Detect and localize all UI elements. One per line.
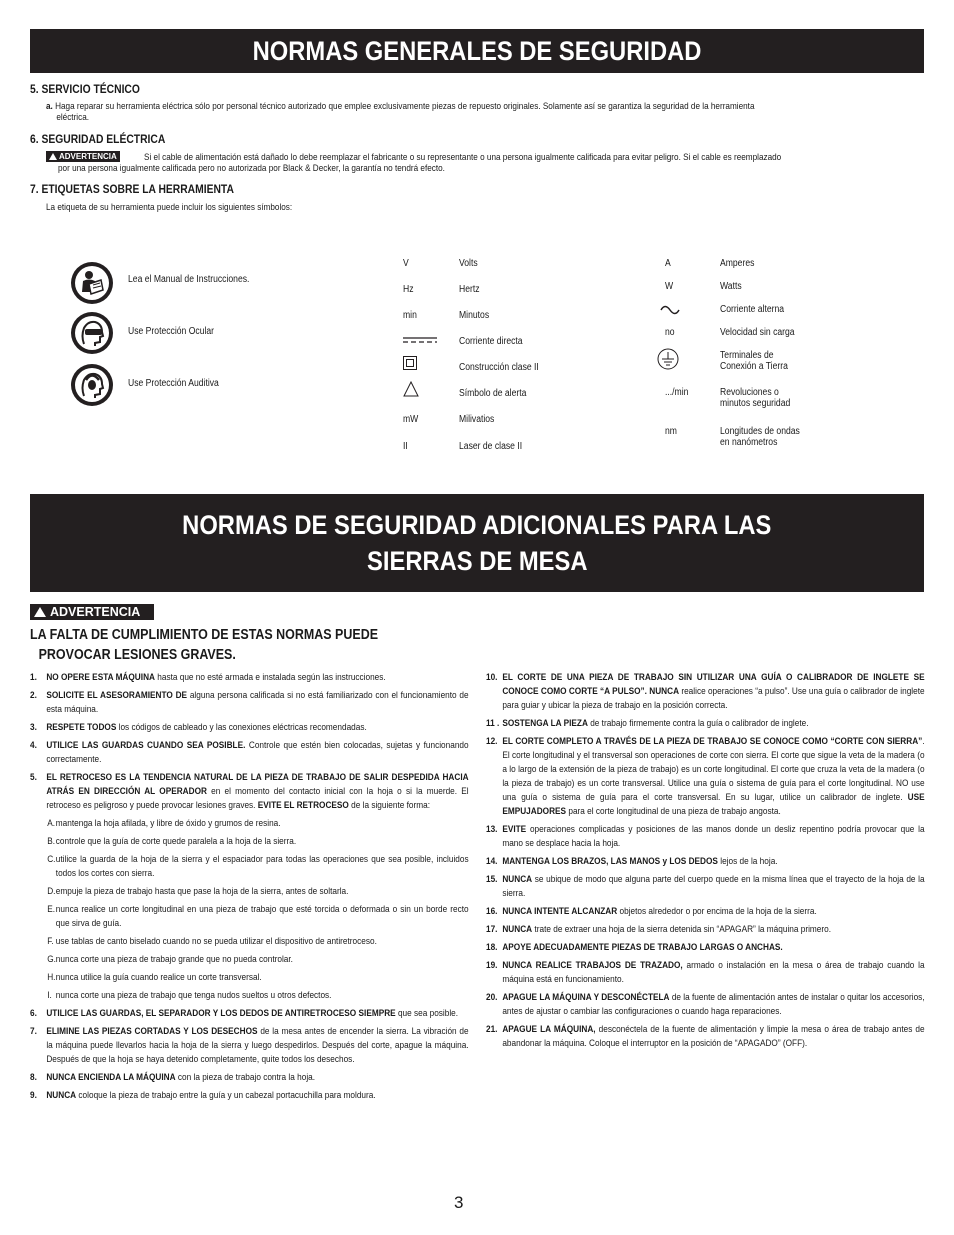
symbol-desc-text: Milivatios — [459, 414, 495, 425]
warning-line-1: LA FALTA DE CUMPLIMIENTO DE ESTAS NORMAS PUEDE — [30, 627, 379, 643]
symbol-desc — [459, 284, 483, 295]
rule-item — [486, 855, 925, 869]
banner-title: NORMAS GENERALES DE SEGURIDAD — [252, 35, 702, 66]
section-7-title: 7. ETIQUETAS SOBRE LA HERRAMIENTA — [30, 182, 234, 196]
symbol-desc-text: Terminales de — [720, 350, 774, 361]
symbol-desc-text: Longitudes de ondas — [720, 426, 800, 437]
rule-bold-text: EL CORTE COMPLETO A TRAVÉS DE LA PIEZA DE TRABAJO SE CONOCE COMO “CORTE CON SIERRA” — [502, 736, 923, 747]
section-6-text-cont: por una persona igualmente calificada pero no autorizada por Black & Decker, la garantía no tendrá efecto. — [58, 163, 445, 174]
icon-label-ear — [128, 378, 234, 389]
icon-label-manual — [128, 274, 269, 285]
symbol-minutes — [403, 310, 419, 321]
right-column-rules — [486, 671, 954, 1055]
rule-item — [486, 873, 925, 901]
symbol-laser-class — [403, 441, 409, 452]
rule-bold-text: NUNCA ENCIENDA LA MÁQUINA — [46, 1072, 176, 1083]
sub-rule-text: empuje la pieza de trabajo hasta que pase la hoja de la sierra, antes de soltarla. — [55, 886, 349, 897]
symbol-desc — [459, 362, 552, 373]
rule-body-text: realice operaciones “a pulso”. Use una guía o calibrador de inglete para guiar y ubicar la pieza de trabajo en la posición correcta. — [502, 686, 925, 711]
rule-text — [46, 771, 468, 813]
rule-item — [486, 941, 925, 955]
sub-rule-text: utilice la guarda de la hoja de la sierra y el espaciador para todas las operaciones que sea posible, incluidos todos los cortes con sierra. — [55, 854, 469, 879]
symbol-desc — [720, 327, 807, 338]
warning-heading — [30, 625, 510, 665]
symbol-desc — [720, 281, 745, 292]
rule-item — [486, 905, 925, 919]
icon-label-text: Lea el Manual de Instrucciones. — [128, 274, 250, 285]
rule-body-text: de la siguiente forma: — [348, 800, 431, 811]
rule-bold-text: NUNCA — [502, 874, 533, 885]
rule-number: 17. — [486, 924, 498, 935]
section-7-text: La etiqueta de su herramienta puede incluir los siguientes símbolos: — [46, 202, 293, 213]
rule-bold-text: USE EMPUJADORES — [502, 792, 925, 817]
rule-text — [46, 1007, 468, 1021]
rule-body-text: los códigos de cableado y las conexiones eléctricas recomendadas. — [116, 722, 367, 733]
sub-rule-item — [47, 935, 468, 949]
sub-rule-text: nunca realice un corte longitudinal en una pieza de trabajo que esté torcida o deformada o sin un borde recto que sirva de guía. — [55, 904, 469, 929]
rule-bold-text: UTILICE LAS GUARDAS, EL SEPARADOR Y LOS DEDOS DE ANTIRETROCESO SIEMPRE — [46, 1008, 396, 1019]
rule-item — [30, 721, 469, 735]
sub-rule-item — [47, 853, 468, 881]
symbol-desc — [459, 414, 500, 425]
rule-item — [486, 959, 925, 987]
rule-item — [30, 1089, 469, 1103]
symbol-desc-text: Amperes — [720, 258, 755, 269]
symbol-desc-text: Velocidad sin carga — [720, 327, 795, 338]
symbol-desc-text: Corriente directa — [459, 336, 523, 347]
rule-body-text: para el corte longitudinal de una pieza de trabajo angosta. — [566, 806, 781, 817]
symbol-desc-text: Watts — [720, 281, 742, 292]
rule-text — [502, 923, 924, 937]
rule-item — [30, 671, 469, 685]
rule-bold-text: MANTENGA LOS BRAZOS, LAS MANOS y LOS DEDOS — [502, 856, 718, 867]
rule-text — [46, 1071, 468, 1085]
rule-body-text: alguna persona calificada si no está familiarizado con el funcionamiento de esta máquina. — [46, 690, 469, 715]
earth-ground-icon — [657, 348, 679, 373]
section-6-body — [144, 152, 954, 163]
section-6-body-cont — [58, 163, 954, 174]
rule-item — [30, 771, 469, 813]
rule-bold-text: EVITE — [502, 824, 527, 835]
rule-bold-text: NO OPERE ESTA MÁQUINA — [46, 672, 155, 683]
symbol-desc — [459, 258, 481, 269]
read-manual-icon — [71, 262, 113, 304]
warning-line-2: PROVOCAR LESIONES GRAVES. — [38, 647, 236, 663]
rule-text — [502, 941, 924, 955]
rule-text — [46, 689, 468, 717]
symbol-desc-text: minutos seguridad — [720, 398, 791, 409]
warning-badge-large — [30, 604, 154, 620]
icon-label-eye — [128, 326, 228, 337]
rule-bold-text: UTILICE LAS GUARDAS CUANDO SEA POSIBLE. — [46, 740, 246, 751]
rule-body-text: . El corte longitudinal y el transversal son operaciones de corte con sierra. El corte que sigue la veta de la madera (o a lo largo de la extensión de la pieza de trabajo) es un corte longitudinal. El corte que cruza la veta de la madera (o la pieza de trabajo) es un corte transversal. Utilice una guía o sistema de guía para el corte longitudinal. NO use una guía o sistema de guía para el corte transversal. En su lugar, utilice un calibrador de inglete. — [502, 736, 925, 803]
class-ii-construction-icon — [403, 356, 417, 373]
rule-bold-text: NUNCA — [502, 924, 533, 935]
symbol-code: W — [665, 281, 674, 292]
rule-number: 7. — [30, 1026, 37, 1037]
rule-bold-text: ELIMINE LAS PIEZAS CORTADAS Y LOS DESECHOS — [46, 1026, 258, 1037]
symbol-hertz — [403, 284, 415, 295]
rule-text — [502, 717, 924, 731]
symbol-desc-text: Minutos — [459, 310, 490, 321]
sub-rule-text: nunca utilice la guía cuando realice un corte transversal. — [55, 972, 262, 983]
rule-number: 4. — [30, 740, 37, 751]
rule-bold-text: NUNCA REALICE TRABAJOS DE TRAZADO, — [502, 960, 683, 971]
warning-badge-label: ADVERTENCIA — [59, 152, 117, 161]
section-banner-general — [30, 29, 924, 73]
symbol-code: min — [403, 310, 417, 321]
rule-bold-text: APAGUE LA MÁQUINA, — [502, 1024, 596, 1035]
eye-protection-icon — [71, 312, 113, 354]
rule-bold-text: APAGUE LA MÁQUINA Y DESCONÉCTELA — [502, 992, 670, 1003]
rule-text — [502, 991, 924, 1019]
banner-title-line2: SIERRAS DE MESA — [366, 546, 588, 576]
rule-bold-text: SOLICITE EL ASESORAMIENTO DE — [46, 690, 188, 701]
symbol-no-load-speed — [665, 327, 676, 338]
icon-label-text: Use Protección Auditiva — [128, 378, 219, 389]
rule-body-text: Controle que estén bien colocadas, sujetas y funcionando correctamente. — [46, 740, 469, 765]
section-5-text-cont: eléctrica. — [56, 112, 90, 123]
sub-rule-letter: I. — [47, 990, 52, 1001]
rule-number: 1. — [30, 672, 37, 683]
symbol-desc-text: en nanómetros — [720, 437, 778, 448]
sub-rule-item — [47, 885, 468, 899]
rule-body-text: en el momento del contacto inicial con la hoja o si la muerde. El retroceso es peligroso y puede provocar lesiones graves. — [46, 786, 469, 811]
section-6-title: 6. SEGURIDAD ELÉCTRICA — [30, 132, 166, 146]
sub-rule-item — [47, 817, 468, 831]
rule-body-text: lejos de la hoja. — [717, 856, 778, 867]
rule-text — [502, 873, 924, 901]
rule-text — [46, 739, 468, 767]
alert-triangle-icon — [403, 381, 419, 400]
rule-item — [486, 823, 925, 851]
section-6-heading — [30, 132, 187, 146]
section-6-text: Si el cable de alimentación está dañado lo debe reemplazar el fabricante o su representante o una persona igualmente calificada para evitar peligro. Si el cable es reemplazado — [144, 152, 782, 163]
rule-item — [30, 689, 469, 717]
rule-body-text: coloque la pieza de trabajo entre la guía y un cabezal portacuchilla para moldura. — [76, 1090, 376, 1101]
rule-bold-text: RESPETE TODOS — [46, 722, 117, 733]
rule-text — [502, 855, 924, 869]
sub-rule-letter: F. — [47, 936, 54, 947]
section-7-body — [46, 202, 646, 213]
symbol-milliwatts — [403, 414, 421, 425]
warning-badge-label: ADVERTENCIA — [50, 605, 141, 619]
icon-label-text: Use Protección Ocular — [128, 326, 215, 337]
symbol-desc — [720, 258, 760, 269]
rule-number: 15. — [486, 874, 498, 885]
rule-number: 11 . — [486, 718, 500, 729]
banner-title-line1: NORMAS DE SEGURIDAD ADICIONALES PARA LAS — [182, 510, 772, 540]
rule-text — [502, 959, 924, 987]
rule-item — [486, 923, 925, 937]
rule-number: 2. — [30, 690, 37, 701]
rule-text — [502, 905, 924, 919]
sub-rule-text: nunca corte una pieza de trabajo grande que no pueda controlar. — [55, 954, 293, 965]
rule-body-text: armado o instalación en la mesa o área de trabajo cuando la máquina está en funcionamiento. — [502, 960, 925, 985]
rule-bold-text: EL RETROCESO ES LA TENDENCIA NATURAL DE LA PIEZA DE TRABAJO DE SALIR DESPEDIDA HACIA ATRÁS EN DIRECCIÓN AL OPERADOR — [46, 772, 469, 797]
symbol-amperes — [665, 258, 672, 269]
sub-rule-item — [47, 903, 468, 931]
sub-rule-item — [47, 971, 468, 985]
symbol-desc-text: Hertz — [459, 284, 480, 295]
section-7-heading — [30, 182, 267, 196]
sub-rule-text: use tablas de canto biselado cuando no se pueda utilizar el dispositivo de antiretroceso. — [55, 936, 377, 947]
rule-item — [486, 717, 925, 731]
symbol-desc-text: Laser de clase II — [459, 441, 523, 452]
rule-body-text: desconéctela de la fuente de alimentación y limpie la mesa o área de trabajo antes de abandonar la máquina. Coloque el interruptor en la posición de “APAGADO” (OFF). — [502, 1024, 925, 1049]
rule-number: 13. — [486, 824, 498, 835]
sub-rule-letter: E. — [47, 904, 56, 915]
symbol-desc-text: Volts — [459, 258, 478, 269]
symbol-desc — [459, 310, 494, 321]
rule-item — [486, 671, 925, 713]
rule-item — [30, 1025, 469, 1067]
rule-number: 6. — [30, 1008, 37, 1019]
rule-body-text: que sea posible. — [395, 1008, 459, 1019]
rule-body-text: con la pieza de trabajo contra la hoja. — [175, 1072, 316, 1083]
alternating-current-icon — [660, 305, 680, 318]
section-5-text: Haga reparar su herramienta eléctrica sólo por personal técnico autorizado que emplee exclusivamente piezas de repuesto originales. Solamente así se garantiza la seguridad de la herramienta — [55, 101, 755, 112]
rule-number: 18. — [486, 942, 498, 953]
warning-badge-small — [46, 151, 120, 162]
section-5-title: 5. SERVICIO TÉCNICO — [30, 82, 140, 96]
sub-rule-letter: C. — [47, 854, 56, 865]
rule-number: 12. — [486, 736, 498, 747]
symbol-desc — [720, 350, 799, 372]
rule-text — [46, 1025, 468, 1067]
symbol-code: nm — [665, 426, 677, 437]
rule-number: 3. — [30, 722, 37, 733]
symbol-code: Hz — [403, 284, 414, 295]
symbol-desc — [720, 387, 802, 409]
symbol-nanometers — [665, 426, 679, 437]
symbol-desc-text: Revoluciones o — [720, 387, 779, 398]
symbol-desc-text: Conexión a Tierra — [720, 361, 788, 372]
rule-text — [502, 735, 924, 819]
sub-rule-letter: A. — [47, 818, 56, 829]
symbol-rpm — [665, 387, 692, 398]
rule-number: 16. — [486, 906, 498, 917]
rule-bold-text: NUNCA — [46, 1090, 77, 1101]
section-5-body — [46, 101, 954, 123]
page-number: 3 — [454, 1193, 464, 1212]
sub-rule-letter: D. — [47, 886, 56, 897]
sub-rule-item — [47, 989, 468, 1003]
rule-number: 20. — [486, 992, 498, 1003]
sub-rule-text: nunca corte una pieza de trabajo que tenga nudos sueltos u otros defectos. — [55, 990, 332, 1001]
rule-number: 10. — [486, 672, 498, 683]
sub-rule-letter: H. — [47, 972, 56, 983]
rule-bold-text: EL CORTE DE UNA PIEZA DE TRABAJO SIN UTILIZAR UNA GUÍA O CALIBRADOR DE INGLETE SE CONOCE COMO CORTE “A PULSO”. NUNCA — [502, 672, 925, 697]
direct-current-icon — [403, 336, 437, 347]
item-label: a. — [46, 101, 53, 112]
rule-item — [30, 739, 469, 767]
rule-body-text: trate de extraer una hoja de la sierra detenida sin “APAGAR” la máquina primero. — [532, 924, 832, 935]
section-5-heading — [30, 82, 158, 96]
rule-body-text: operaciones complicadas y posiciones de las manos donde un desliz repentino podría provocar que la mano se desplace hacia la hoja. — [502, 824, 925, 849]
rule-bold-text: EVITE EL RETROCESO — [257, 800, 349, 811]
rule-item — [486, 735, 925, 819]
symbol-code: II — [403, 441, 408, 452]
rule-text — [502, 1023, 924, 1051]
rule-body-text: hasta que no esté armada e instalada según las instrucciones. — [154, 672, 386, 683]
rule-body-text: objetos alrededor o por encima de la hoja de la sierra. — [617, 906, 817, 917]
rule-text — [502, 671, 924, 713]
symbol-desc-text: Construcción clase II — [459, 362, 539, 373]
rule-text — [46, 1089, 468, 1103]
sub-rule-text: controle que la guía de corte quede paralela a la hoja de la sierra. — [55, 836, 297, 847]
rule-number: 19. — [486, 960, 498, 971]
rule-item — [30, 1071, 469, 1085]
sub-rule-item — [47, 953, 468, 967]
rule-number: 5. — [30, 772, 37, 783]
symbol-code: A — [665, 258, 671, 269]
rule-bold-text: APOYE ADECUADAMENTE PIEZAS DE TRABAJO LARGAS O ANCHAS. — [502, 942, 783, 953]
rule-text — [46, 721, 468, 735]
symbol-watts — [665, 281, 674, 292]
symbol-desc — [720, 304, 794, 315]
rule-body-text: de la mesa antes de encender la sierra. La vibración de la máquina puede llevarlos hacia la hoja de la sierra y luego despedirlos. Después del corte, apague la máquina. Después de que la hoja se haya detenido completamente, quite todos los desechos. — [46, 1026, 469, 1065]
rule-body-text: de trabajo firmemente contra la guía o calibrador de inglete. — [587, 718, 809, 729]
left-column-rules — [30, 671, 540, 1107]
rule-text — [502, 823, 924, 851]
sub-rule-item — [47, 835, 468, 849]
sub-rule-letter: G. — [47, 954, 56, 965]
rule-number: 9. — [30, 1090, 37, 1101]
symbol-code: no — [665, 327, 675, 338]
symbol-code: mW — [403, 414, 419, 425]
section-banner-table-saw — [30, 494, 924, 592]
rule-number: 21. — [486, 1024, 498, 1035]
rule-item — [486, 991, 925, 1019]
symbol-desc-text: Símbolo de alerta — [459, 388, 527, 399]
symbol-desc — [459, 441, 532, 452]
symbol-desc — [459, 388, 537, 399]
symbol-desc — [720, 426, 813, 448]
rule-bold-text: NUNCA INTENTE ALCANZAR — [502, 906, 618, 917]
symbol-code: V — [403, 258, 409, 269]
rule-body-text: de la fuente de alimentación antes de instalar o quitar los accesorios, antes de ajustar o cambiar las configuraciones o cuando haga reparaciones. — [502, 992, 925, 1017]
rule-text — [46, 671, 468, 685]
sub-rule-text: mantenga la hoja afilada, y libre de óxido y grumos de resina. — [55, 818, 281, 829]
rule-item — [30, 1007, 469, 1021]
symbol-code: .../min — [665, 387, 689, 398]
warning-triangle-icon — [34, 607, 46, 617]
sub-rule-letter: B. — [47, 836, 56, 847]
ear-protection-icon — [71, 364, 113, 406]
rule-bold-text: SOSTENGA LA PIEZA — [502, 718, 588, 729]
rule-number: 14. — [486, 856, 498, 867]
rule-body-text: se ubique de modo que alguna parte del cuerpo quede en la misma línea que el trayecto de la hoja de la sierra. — [502, 874, 925, 899]
symbol-desc-text: Corriente alterna — [720, 304, 785, 315]
rule-number: 8. — [30, 1072, 37, 1083]
rule-item — [486, 1023, 925, 1051]
symbol-desc — [459, 336, 533, 347]
warning-triangle-icon — [49, 153, 57, 160]
symbol-volts — [403, 258, 410, 269]
